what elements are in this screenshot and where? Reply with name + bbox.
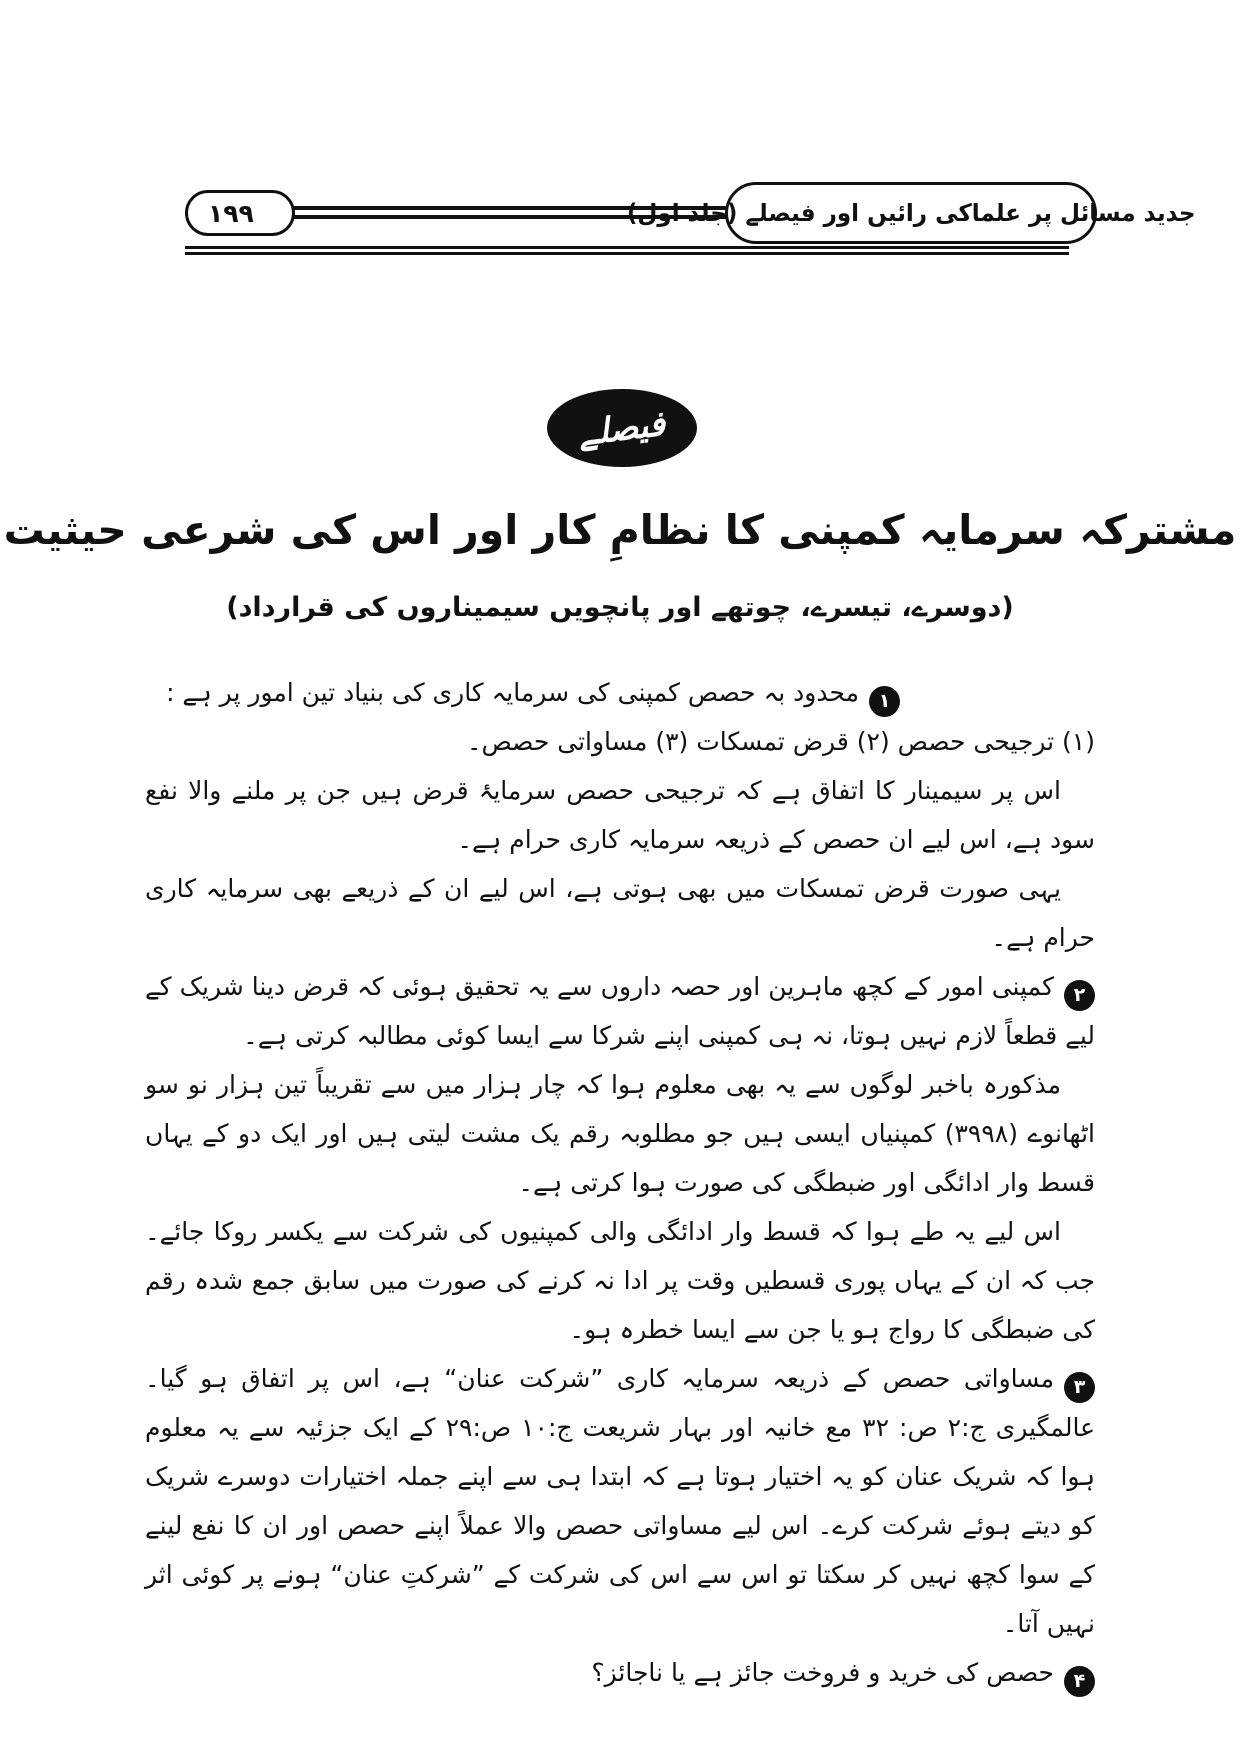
paragraph-text: یہی صورت قرض تمسکات میں بھی ہوتی ہے، اس لیے ان کے ذریعے بھی سرمایہ کاری حرام ہے۔ <box>145 874 1095 952</box>
page-number: ۱۹۹ <box>208 198 254 228</box>
paragraph-text: مذکورہ باخبر لوگوں سے یہ بھی معلوم ہوا کہ چار ہزار میں سے تقریباً تین ہزار نو سو اٹھانوے (۳۹۹۸) کمپنیاں ایسی ہیں جو مطلوبہ رقم یک مشت لیتی ہیں اور ایک دو کے یہاں قسط وار ادائگی اور ضبطگی کی صورت ہوا کرتی ہے۔ <box>145 1070 1095 1197</box>
paragraph-text: محدود بہ حصص کمپنی کی سرمایہ کاری کی بنیاد تین امور پر ہے : <box>166 678 859 707</box>
paragraph <box>145 668 1095 717</box>
page-number-pill <box>185 190 295 236</box>
paragraph <box>145 717 1095 766</box>
paragraph <box>145 962 1095 1060</box>
paragraph <box>145 766 1095 864</box>
numbered-circle-marker: ۳ <box>1064 1372 1095 1403</box>
paragraph-text: مساواتی حصص کے ذریعہ سرمایہ کاری ”شرکت عنان“ ہے، اس پر اتفاق ہو گیا۔ عالمگیری ج:۲ ص: ۳۲ مع خانیہ اور بہار شریعت ج:۱۰ ص:۲۹ کے ایک جزئیہ سے یہ معلوم ہوا کہ شریک عنان کو یہ اختیار ہوتا ہے کہ ابتدا ہی سے اپنے جملہ اختیارات دوسرے شریک کو دیتے ہوئے شرکت کرے۔ اس لیے مساواتی حصص والا عملاً اپنے حصص اور ان کا نفع لینے کے سوا کچھ نہیں کر سکتا تو اس سے اس کی شرکت کے ”شرکتِ عنان“ ہونے پر کوئی اثر نہیں آتا۔ <box>145 1364 1095 1638</box>
paragraph-text: اس پر سیمینار کا اتفاق ہے کہ ترجیحی حصص سرمایۂ قرض ہیں جن پر ملنے والا نفع سود ہے، اس لیے ان حصص کے ذریعہ سرمایہ کاری حرام ہے۔ <box>145 776 1095 854</box>
header-bottom-rule <box>185 246 1069 255</box>
paragraph <box>145 864 1095 962</box>
paragraph-text: (۱) ترجیحی حصص (۲) قرض تمسکات (۳) مساواتی حصص۔ <box>466 727 1095 756</box>
article-title: مشترکہ سرمایہ کمپنی کا نظامِ کار اور اس کی شرعی حیثیت <box>3 506 1237 554</box>
paragraph-text: حصص کی خرید و فروخت جائز ہے یا ناجائز؟ <box>591 1658 1054 1687</box>
article-subtitle: (دوسرے، تیسرے، چوتھے اور پانچویں سیمیناروں کی قرارداد) <box>226 592 1014 623</box>
numbered-circle-marker: ۲ <box>1064 980 1095 1011</box>
numbered-circle-marker: ۱ <box>869 686 900 717</box>
page-header <box>0 175 1240 265</box>
paragraph <box>145 1648 1095 1697</box>
numbered-circle-marker: ۴ <box>1064 1666 1095 1697</box>
paragraph <box>145 1060 1095 1207</box>
paragraph-text: کمپنی امور کے کچھ ماہرین اور حصہ داروں سے یہ تحقیق ہوئی کہ قرض دینا شریک کے لیے قطعاً لازم نہیں ہوتا، نہ ہی کمپنی اپنے شرکا سے ایسا کوئی مطالبہ کرتی ہے۔ <box>145 972 1095 1050</box>
book-title: جدید مسائل پر علماکی رائیں اور فیصلے (جلد اول) <box>626 199 1196 227</box>
paragraph-text: اس لیے یہ طے ہوا کہ قسط وار ادائگی والی کمپنیوں کی شرکت سے یکسر روکا جائے۔ جب کہ ان کے یہاں پوری قسطیں وقت پر ادا نہ کرنے کی صورت میں سابق جمع شدہ رقم کی ضبطگی کا رواج ہو یا جن سے ایسا خطرہ ہو۔ <box>145 1217 1095 1344</box>
section-badge-label: فیصلے <box>576 403 668 454</box>
paragraph <box>145 1207 1095 1354</box>
body-text <box>145 668 1095 1697</box>
book-title-pill <box>626 182 1196 244</box>
section-badge <box>547 389 697 467</box>
paragraph <box>145 1354 1095 1648</box>
